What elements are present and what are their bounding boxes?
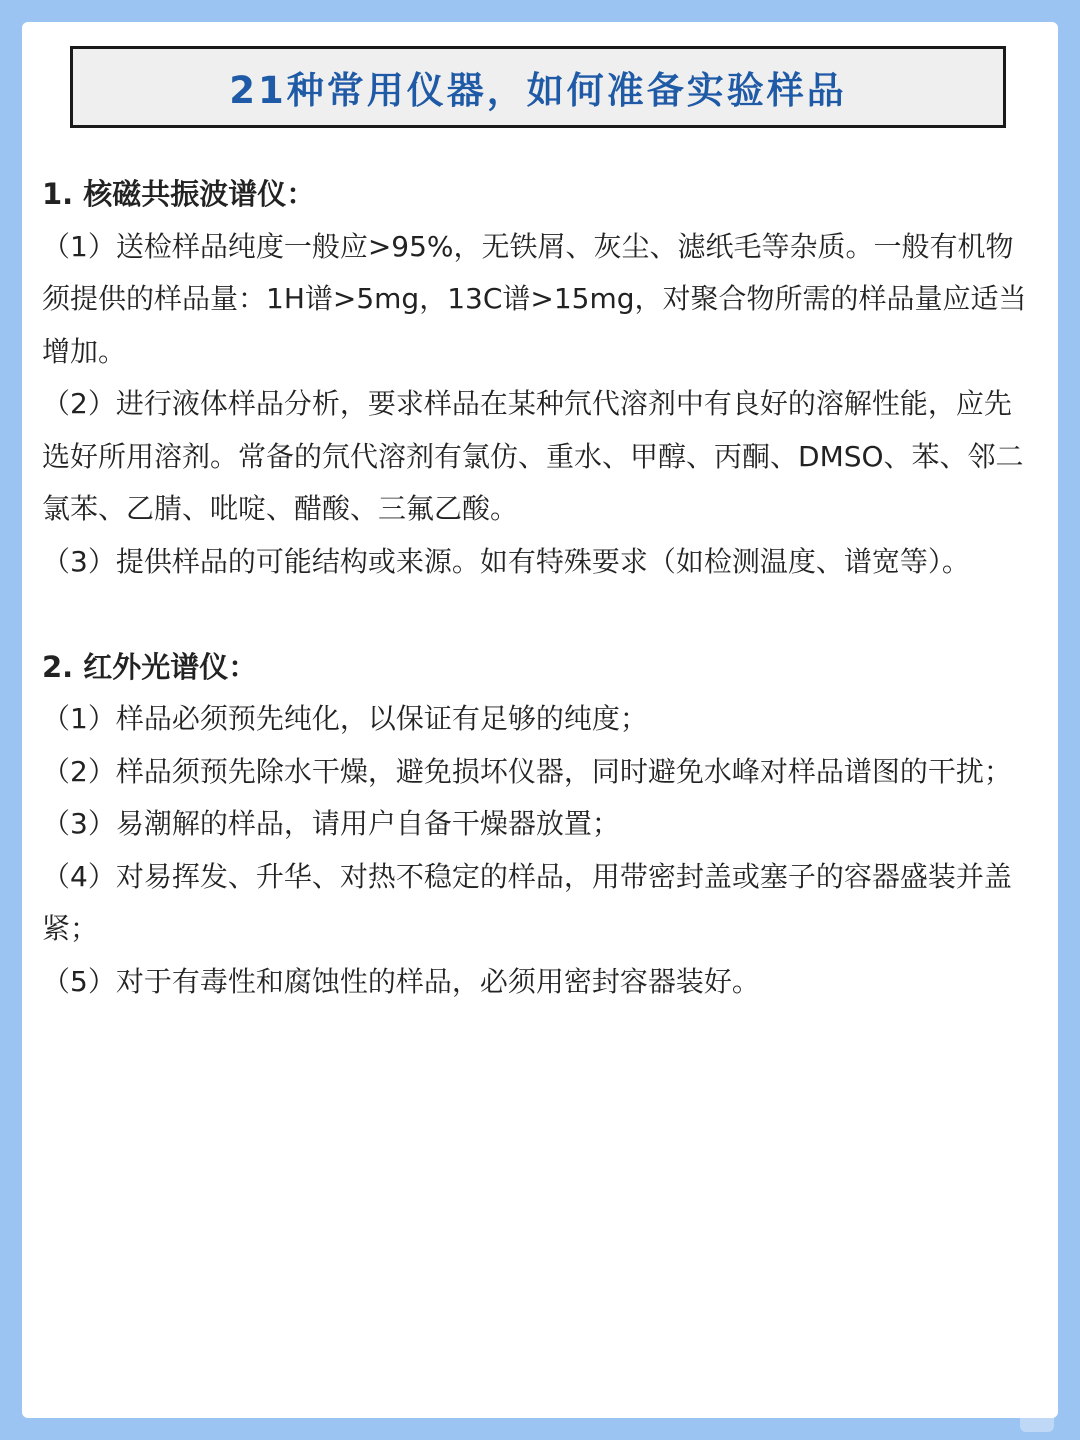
nmr-item-3: （3）提供样品的可能结构或来源。如有特殊要求（如检测温度、谱宽等）。 (42, 544, 970, 578)
corner-watermark (1020, 1406, 1054, 1432)
ir-item-3: （3）易潮解的样品，请用户自备干燥器放置； (42, 807, 620, 840)
section-heading-nmr: 1. 核磁共振波谱仪： (42, 177, 316, 211)
ir-item-5: （5）对于有毒性和腐蚀性的样品，必须用密封容器装好。 (42, 964, 760, 998)
content-card (22, 22, 1058, 1418)
title-banner (70, 46, 1006, 128)
page-title: 21种常用仪器，如何准备实验样品 (229, 69, 847, 112)
section-spacer (42, 588, 1038, 641)
ir-item-2: （2）样品须预先除水干燥，避免损坏仪器，同时避免水峰对样品谱图的干扰； (42, 754, 1012, 788)
section-heading-ir: 2. 红外光谱仪： (42, 649, 258, 684)
ir-item-1: （1）样品必须预先纯化，以保证有足够的纯度； (42, 702, 648, 735)
nmr-item-1: （1）送检样品纯度一般应>95%，无铁屑、灰尘、滤纸毛等杂质。一般有机物须提供的样品量：1H谱>5mg，13C谱>15mg，对聚合物所需的样品量应适当增加。 (42, 229, 1027, 368)
ir-item-4: （4）对易挥发、升华、对热不稳定的样品，用带密封盖或塞子的容器盛装并盖紧； (42, 859, 1012, 945)
document-body (42, 168, 1038, 1008)
nmr-item-2: （2）进行液体样品分析，要求样品在某种氘代溶剂中有良好的溶解性能，应先选好所用溶剂。常备的氘代溶剂有氯仿、重水、甲醇、丙酮、DMSO、苯、邻二氯苯、乙腈、吡啶、醋酸、三氟乙酸。 (42, 387, 1024, 525)
